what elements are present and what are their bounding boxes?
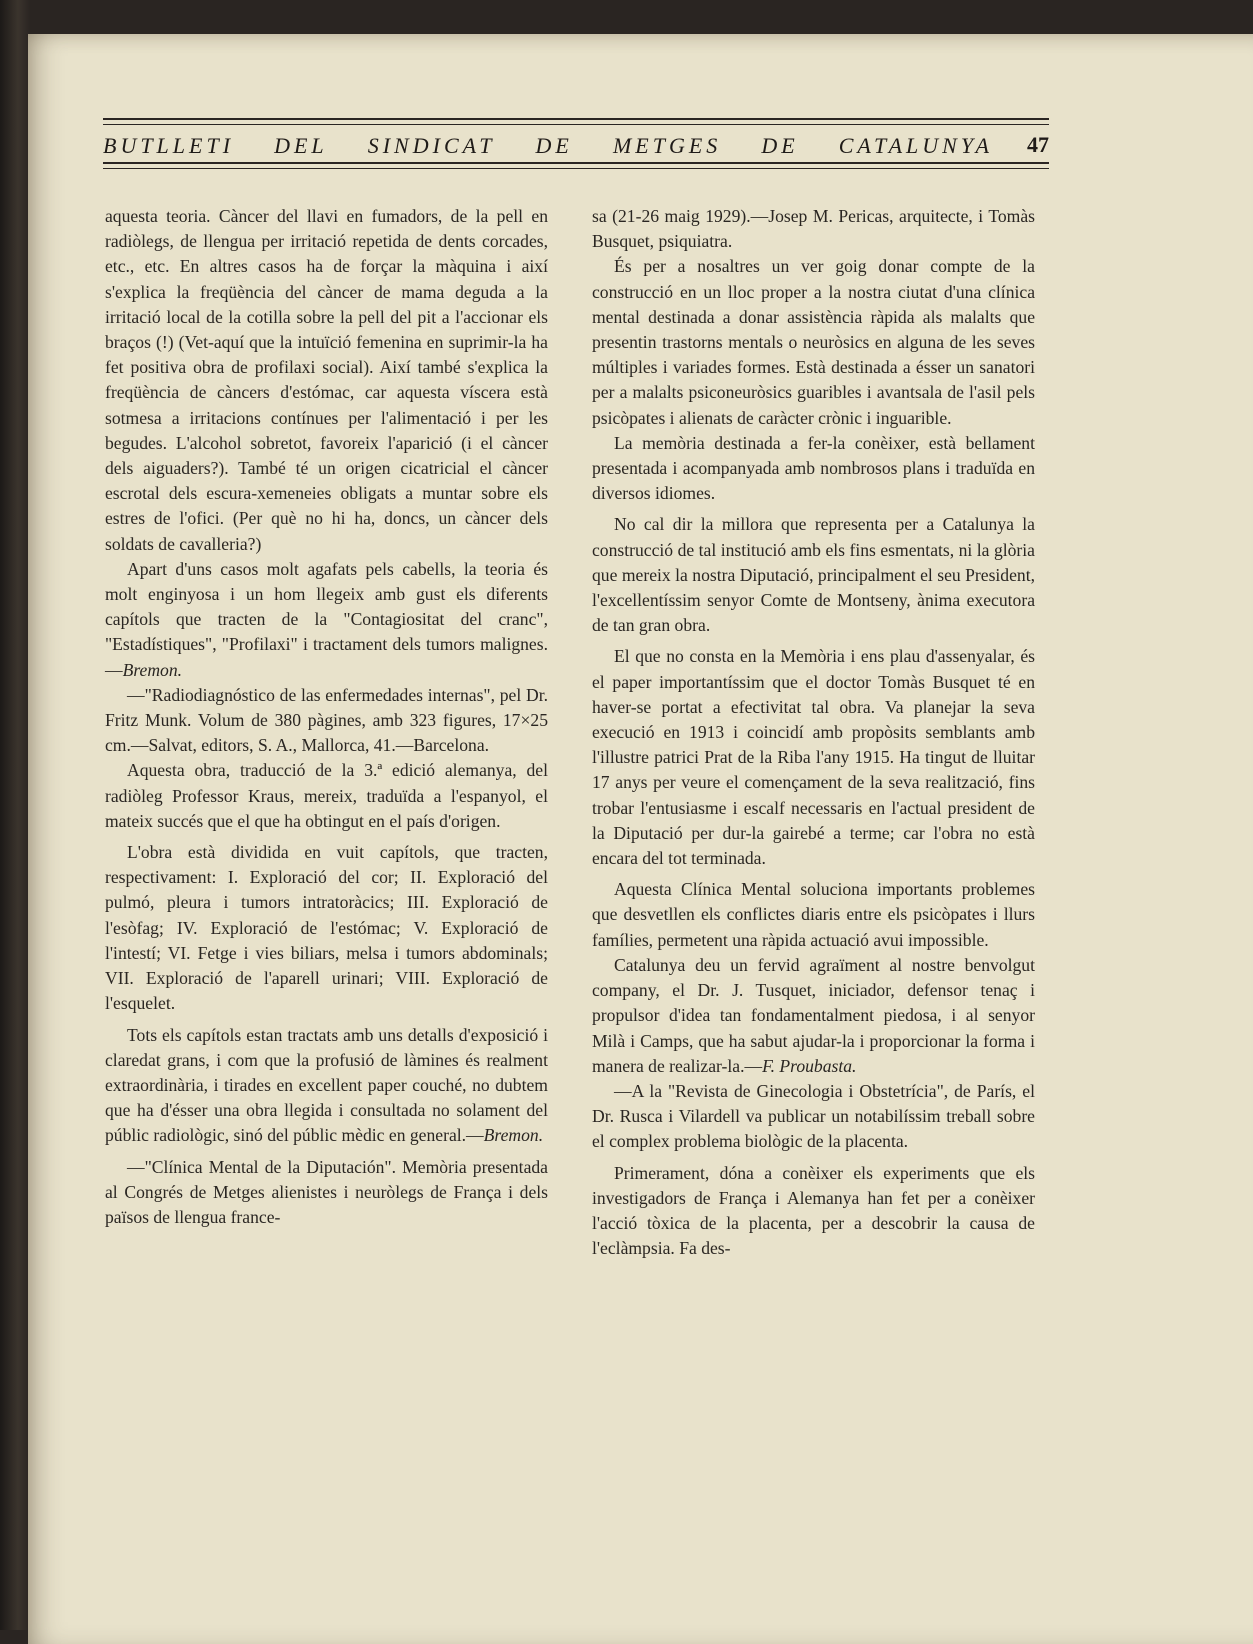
page-number: 47 <box>1027 132 1049 157</box>
paragraph: Apart d'uns casos molt agafats pels cabells, la teoria és molt enginyosa i un hom llegeix amb gust els diferents capítols que tracten de la "Contagiositat del cranc", "Estadístiques", "Profilaxi" i tractament dels tumors malignes.—Bremon. <box>105 558 548 680</box>
paragraph: aquesta teoria. Càncer del llavi en fumadors, de la pell en radiòlegs, de llengua per irritació repetida de dents corcades, etc., etc. En altres casos ha de forçar la màquina i així s'explica la freqüència del càncer de mama deguda a la irritació local de la cotilla sobre la pell del pit a l'accionar els braços (!) (Vet-aquí que la intuïció femenina en suprimir-la ha fet positiva obra de profilaxi social). Així també s'explica la freqüència de càncers d'estómac, car aquesta víscera està sotmesa a irritacions contínues per l'alimentació i per les begudes. L'alcohol sobretot, favoreix l'aparició (i el càncer dels aiguaders?). També té un origen cicatricial el càncer escrotal dels escura-xemeneies obligats a muntar sobre els estres de l'ofici. (Per què no hi ha, doncs, un càncer dels soldats de cavalleria?) <box>105 206 548 554</box>
paragraph: —"Clínica Mental de la Diputación". Memòria presentada al Congrés de Metges alienistes i neuròlegs de França i dels països de llengua france- <box>105 1156 548 1227</box>
title-word: SINDICAT <box>367 133 496 158</box>
paragraph: Aquesta obra, traducció de la 3.ª edició alemanya, del radiòleg Professor Kraus, mereix, traduïda a l'espanyol, el mateix succés que el que ha obtingut en el país d'origen. <box>105 760 548 831</box>
paragraph: Primerament, dóna a conèixer els experiments que els investigadors de França i Alemanya han fet per a conèixer l'acció tòxica de la placenta, per a descobrir la causa de l'eclàmpsia. Fa des- <box>592 1162 1035 1259</box>
title-word: METGES <box>612 133 722 158</box>
header-rule-top <box>103 118 1049 120</box>
paragraph: sa (21-26 maig 1929).—Josep M. Pericas, arquitecte, i Tomàs Busquet, psiquiatra. <box>592 206 1035 252</box>
paragraph: Catalunya deu un fervid agraïment al nostre benvolgut company, el Dr. J. Tusquet, iniciador, defensor tenaç i propulsor d'idea tan fondamentalment piedosa, i al senyor Milà i Camps, que ha sabut ajudar-la i proporcionar la forma i manera de realizar-la.—F. Proubasta. <box>592 954 1035 1076</box>
journal-title <box>103 133 993 159</box>
title-word: BUTLLETI <box>103 133 235 158</box>
paragraph: Tots els capítols estan tractats amb uns detalls d'exposició i claredat grans, i com que la profusió de làmines és realment extraordinària, i tirades en excellent paper couché, no dubtem que ha d'ésser una obra llegida i consultada no solament del públic radiològic, sinó del públic mèdic en general.—Bremon. <box>105 1024 548 1146</box>
left-column <box>105 204 548 1230</box>
paragraph: El que no consta en la Memòria i ens plau d'assenyalar, és el paper importantíssim que el doctor Tomàs Busquet té en haver-se portat a efectivitat tal obra. Va planejar la seva execució en 1913 i coincidí amb propòsits semblants amb l'illustre patrici Prat de la Riba l'any 1915. Ha tingut de lluitar 17 anys per veure el començament de la seva realització, fins trobar l'entusiasme i escalf necessaris en l'actual president de la Diputació per dur-la gairebé a terme; car l'obra no està encara del tot terminada. <box>592 646 1035 869</box>
header-rule-bottom-thin <box>103 168 1049 169</box>
title-word: DE <box>761 133 799 158</box>
author-signature: Bremon. <box>483 1125 544 1146</box>
paragraph: L'obra està dividida en vuit capítols, que tracten, respectivament: I. Exploració del cor; II. Exploració del pulmó, pleura i tumors intratoràcics; III. Exploració de l'esòfag; IV. Exploració de l'estómac; V. Exploració de l'intestí; VI. Fetge i vies biliars, melsa i tumors abdominals; VII. Exploració de l'aparell urinari; VIII. Exploració de l'esquelet. <box>105 842 548 1014</box>
header-rule-top-thin <box>103 124 1049 125</box>
title-word: DEL <box>274 133 328 158</box>
title-word: DE <box>535 133 573 158</box>
paragraph: No cal dir la millora que representa per a Catalunya la construcció de tal institució amb els fins esmentats, ni la glòria que mereix la nostra Diputació, principalment el seu President, l'excellentíssim senyor Comte de Montseny, ànima executora de tan gran obra. <box>592 514 1035 636</box>
paragraph: És per a nosaltres un ver goig donar compte de la construcció en un lloc proper a la nostra ciutat d'una clínica mental destinada a donar assistència ràpida als malalts que presentin trastorns mentals o neuròsics en alguna de les seves múltiples i variades formes. Està destinada a ésser un sanatori per a malalts psiconeuròsics guaribles i avantsala de l'asil pels psicòpates i alienats de caràcter crònic i inguarible. <box>592 256 1035 428</box>
paragraph: —A la "Revista de Ginecologia i Obstetrícia", de París, el Dr. Rusca i Vilardell va publicar un notabilíssim treball sobre el complex problema biològic de la placenta. <box>592 1080 1035 1152</box>
title-word: CATALUNYA <box>838 133 993 158</box>
paragraph: —"Radiodiagnóstico de las enfermedades internas", pel Dr. Fritz Munk. Volum de 380 pàgines, amb 323 figures, 17×25 cm.—Salvat, editors, S. A., Mallorca, 41.—Barcelona. <box>105 684 548 756</box>
paragraph: La memòria destinada a fer-la conèixer, està bellament presentada i acompanyada amb nombrosos plans i traduïda en diversos idiomes. <box>592 432 1035 504</box>
running-header <box>103 118 1049 176</box>
paragraph: Aquesta Clínica Mental soluciona importants problemes que desvetllen els conflictes diaris entre els psicòpates i llurs famílies, permetent una ràpida actuació avui impossible. <box>592 879 1035 950</box>
author-signature: Bremon. <box>122 659 183 680</box>
right-column <box>592 204 1035 1261</box>
author-signature: F. Proubasta. <box>762 1055 857 1076</box>
header-rule-bottom <box>103 162 1049 164</box>
